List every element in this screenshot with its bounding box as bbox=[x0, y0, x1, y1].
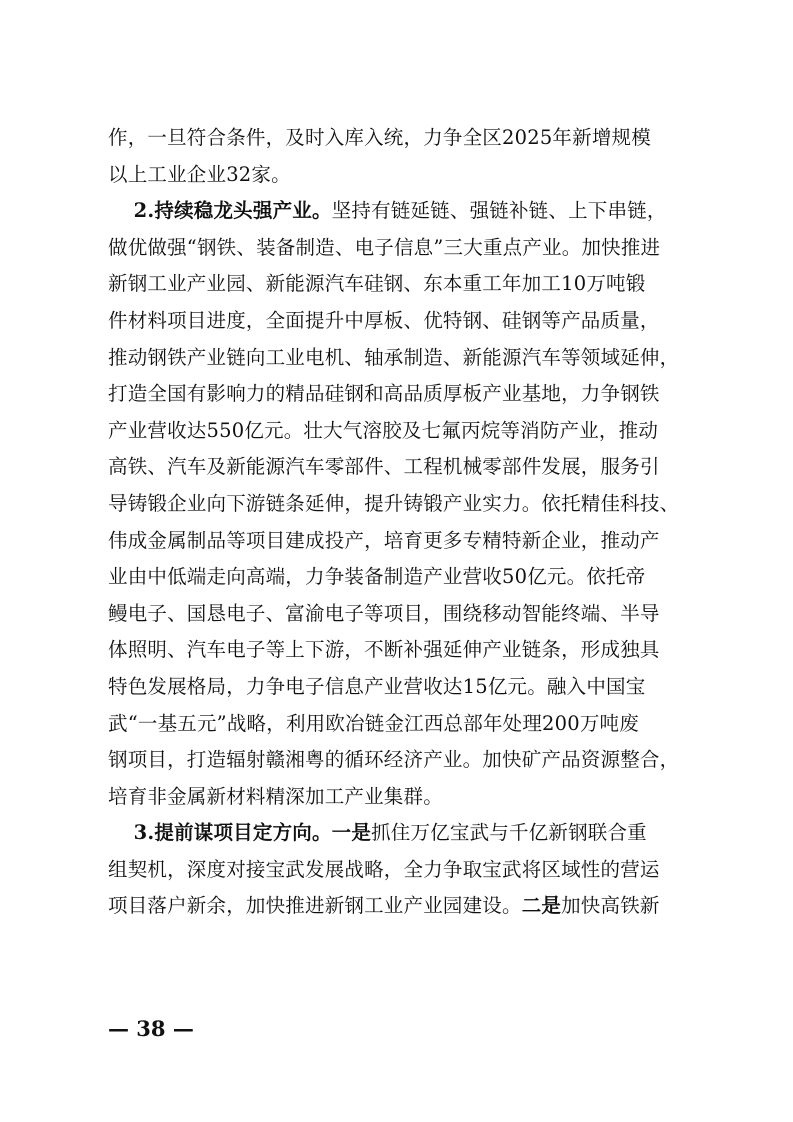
text-line bbox=[108, 632, 692, 669]
text-line bbox=[108, 376, 692, 413]
text-line bbox=[108, 706, 692, 743]
text-segment: 鳗电子、国恳电子、富渝电子等项目，围绕移动智能终端、半导 bbox=[108, 601, 660, 625]
text-line bbox=[108, 852, 692, 889]
text-segment: 项目落户新余，加快推进新钢工业产业园建设。 bbox=[108, 894, 522, 918]
text-line bbox=[108, 340, 692, 377]
text-line bbox=[108, 303, 692, 340]
text-line bbox=[108, 486, 692, 523]
bold-text-segment: 3.提前谋项目定方向。 bbox=[133, 821, 332, 845]
text-segment: 产业营收达550亿元。壮大气溶胶及七氟丙烷等消防产业，推动 bbox=[108, 418, 659, 442]
text-segment: 推动钢铁产业链向工业电机、轴承制造、新能源汽车等领域延伸， bbox=[108, 345, 680, 369]
text-segment: 钢项目，打造辐射赣湘粤的循环经济产业。加快矿产品资源整合， bbox=[108, 748, 680, 772]
text-segment: 做优做强“钢铁、装备制造、电子信息”三大重点产业。加快推进 bbox=[108, 235, 661, 259]
text-line bbox=[108, 266, 692, 303]
text-segment: 业由中低端走向高端，力争装备制造产业营收50亿元。依托帝 bbox=[108, 565, 646, 589]
text-segment: 高铁、汽车及新能源汽车零部件、工程机械零部件发展，服务引 bbox=[108, 455, 660, 479]
text-segment: 武“一基五元”战略，利用欧冶链金江西总部年处理200万吨废 bbox=[108, 711, 639, 735]
text-line bbox=[108, 449, 692, 486]
page-number: — 38 — bbox=[108, 1016, 194, 1041]
text-line bbox=[108, 413, 692, 450]
text-line bbox=[108, 888, 692, 925]
text-segment: 加快高铁新 bbox=[561, 894, 660, 918]
text-segment bbox=[108, 199, 134, 222]
text-line bbox=[108, 779, 692, 816]
text-segment: 坚持有链延链、强链补链、上下串链， bbox=[331, 199, 667, 223]
text-segment: 体照明、汽车电子等上下游，不断补强延伸产业链条，形成独具 bbox=[108, 638, 660, 662]
bold-text-segment: 2.持续稳龙头强产业。 bbox=[133, 199, 332, 223]
text-segment: 新钢工业产业园、新能源汽车硅钢、东本重工年加工10万吨锻 bbox=[108, 272, 646, 296]
text-segment: 特色发展格局，力争电子信息产业营收达15亿元。融入中国宝 bbox=[108, 674, 646, 698]
text-line bbox=[108, 120, 692, 157]
text-segment: 以上工业企业32家。 bbox=[108, 162, 291, 186]
bold-text-segment: 二是 bbox=[521, 894, 562, 918]
text-segment: 作，一旦符合条件，及时入库入统，力争全区2025年新增规模 bbox=[108, 126, 651, 149]
text-segment: 件材料项目进度，全面提升中厚板、优特钢、硅钢等产品质量， bbox=[108, 308, 660, 332]
text-line bbox=[108, 193, 692, 230]
text-line bbox=[108, 157, 692, 194]
text-line bbox=[108, 596, 692, 633]
body-text bbox=[108, 120, 692, 925]
text-segment: 培育非金属新材料精深加工产业集群。 bbox=[108, 784, 443, 808]
bold-text-segment: 一是 bbox=[331, 821, 372, 845]
text-segment: 抓住万亿宝武与千亿新钢联合重 bbox=[371, 821, 647, 845]
text-line bbox=[108, 230, 692, 267]
text-segment: 打造全国有影响力的精品硅钢和高品质厚板产业基地，力争钢铁 bbox=[108, 382, 660, 406]
text-segment: 伟成金属制品等项目建成投产，培育更多专精特新企业，推动产 bbox=[108, 528, 660, 552]
text-line bbox=[108, 669, 692, 706]
text-line bbox=[108, 742, 692, 779]
text-segment bbox=[108, 821, 134, 844]
text-segment: 组契机，深度对接宝武发展战略，全力争取宝武将区域性的营运 bbox=[108, 857, 660, 881]
text-line bbox=[108, 523, 692, 560]
text-segment: 导铸锻企业向下游链条延伸，提升铸锻产业实力。依托精佳科技、 bbox=[108, 491, 680, 515]
text-line bbox=[108, 559, 692, 596]
text-line bbox=[108, 815, 692, 852]
